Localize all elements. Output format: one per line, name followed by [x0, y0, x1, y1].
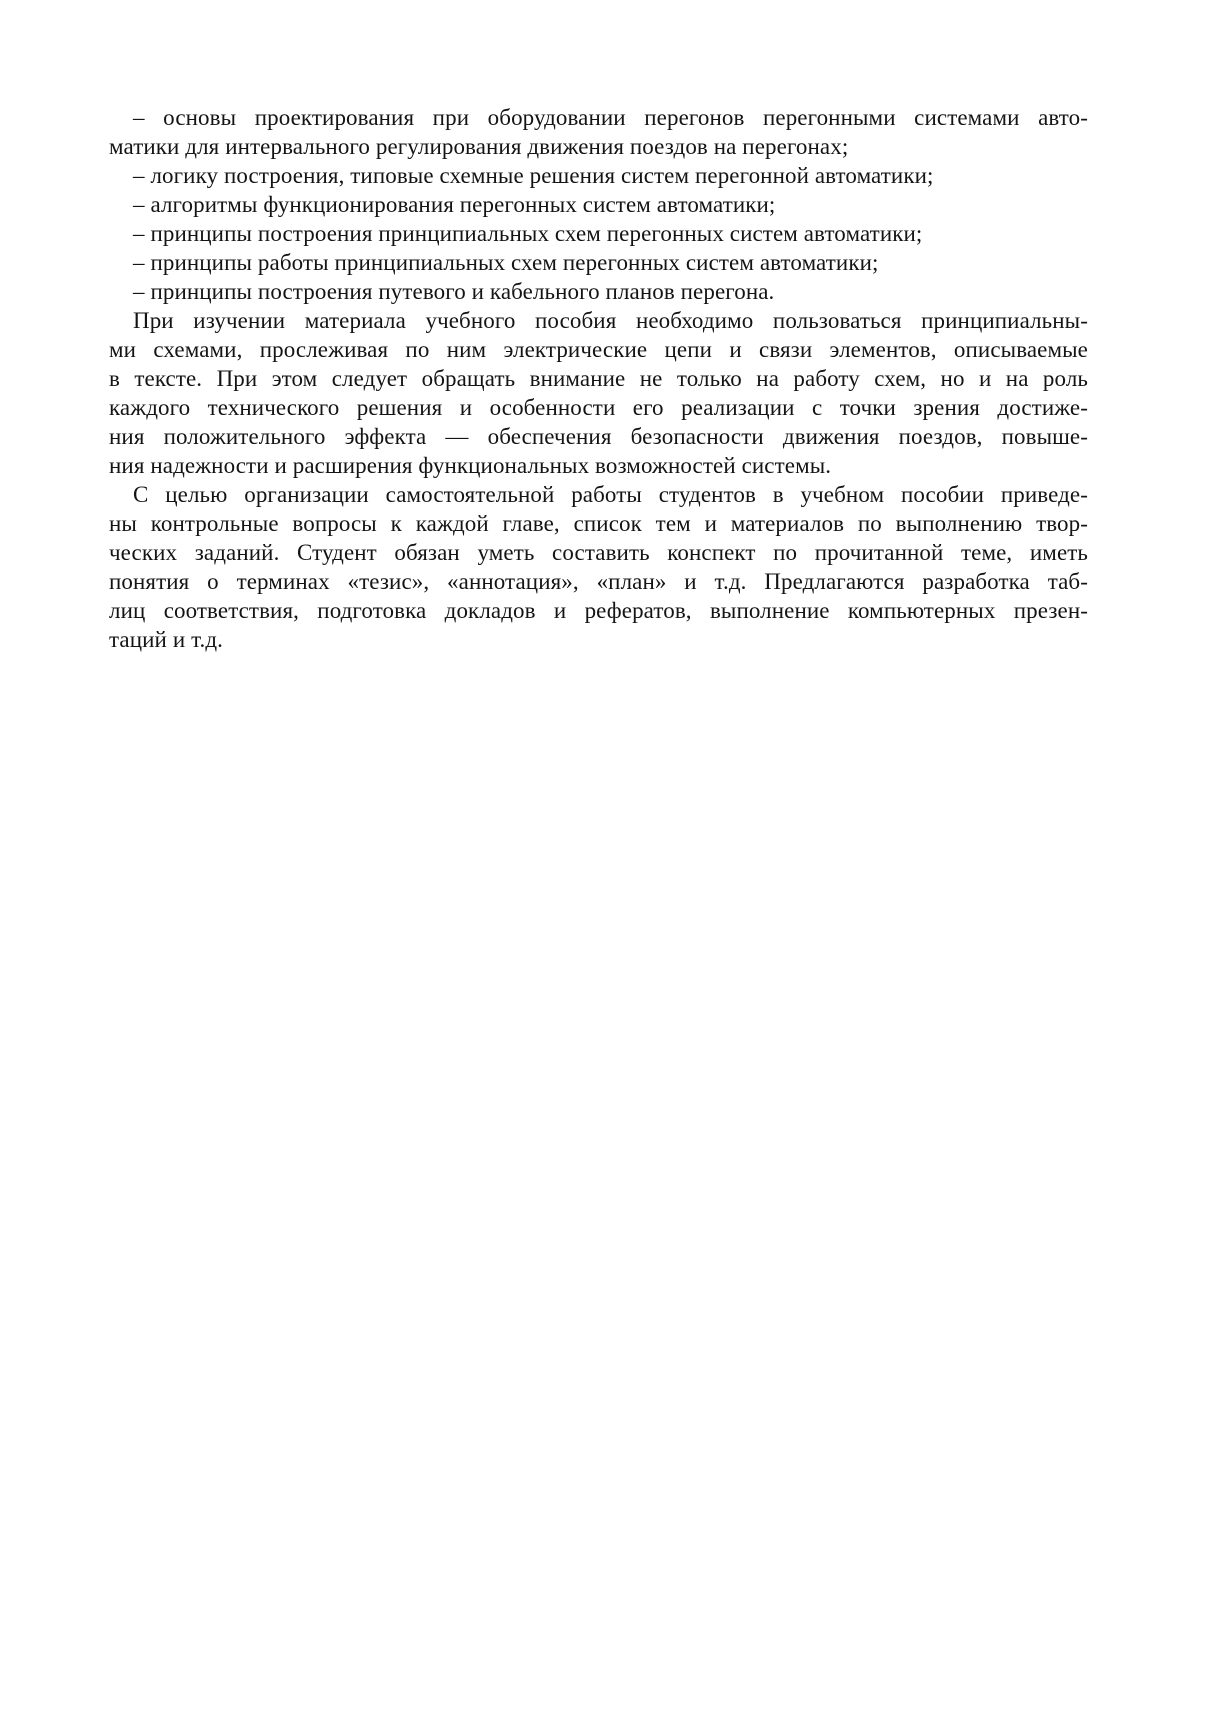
list-item: [109, 103, 1088, 161]
list-item: [109, 219, 1088, 248]
list-item-line: – алгоритмы функционирования перегонных систем автоматики;: [133, 192, 776, 217]
list-item-line: – логику построения, типовые схемные решения систем перегонной автоматики;: [133, 163, 934, 188]
paragraph-line: таций и т.д.: [109, 627, 223, 652]
list-item-line: – основы проектирования при оборудовании перегонов перегонными системами авто-: [133, 105, 1088, 130]
paragraph: [109, 480, 1088, 654]
paragraph-line: лиц соответствия, подготовка докладов и рефератов, выполнение компьютерных презен-: [109, 598, 1088, 623]
list-item: [109, 277, 1088, 306]
paragraph-line: ческих заданий. Студент обязан уметь составить конспект по прочитанной теме, иметь: [109, 540, 1088, 565]
paragraph-line: ны контрольные вопросы к каждой главе, список тем и материалов по выполнению твор-: [109, 511, 1088, 536]
paragraph-line: ния положительного эффекта — обеспечения безопасности движения поездов, повыше-: [109, 424, 1088, 449]
paragraph-line: понятия о терминах «тезис», «аннотация», «план» и т.д. Предлагаются разработка таб-: [109, 569, 1088, 594]
paragraph-line: ми схемами, прослеживая по ним электрические цепи и связи элементов, описываемые: [109, 337, 1088, 362]
list-item-line: матики для интервального регулирования движения поездов на перегонах;: [109, 134, 849, 159]
paragraph: [109, 306, 1088, 480]
paragraph-line: С целью организации самостоятельной работы студентов в учебном пособии приведе-: [133, 482, 1088, 507]
paragraph-line: При изучении материала учебного пособия необходимо пользоваться принципиальны-: [133, 308, 1088, 333]
list-item: [109, 248, 1088, 277]
list-item: [109, 161, 1088, 190]
paragraph-line: в тексте. При этом следует обращать внимание не только на работу схем, но и на роль: [109, 366, 1088, 391]
paragraph-line: ния надежности и расширения функциональных возможностей системы.: [109, 453, 832, 478]
list-item-line: – принципы работы принципиальных схем перегонных систем автоматики;: [133, 250, 879, 275]
list-item-line: – принципы построения принципиальных схем перегонных систем автоматики;: [133, 221, 923, 246]
list-item: [109, 190, 1088, 219]
body-text: [109, 103, 1088, 654]
paragraph-line: каждого технического решения и особенности его реализации с точки зрения достиже-: [109, 395, 1088, 420]
list-item-line: – принципы построения путевого и кабельного планов перегона.: [133, 279, 775, 304]
